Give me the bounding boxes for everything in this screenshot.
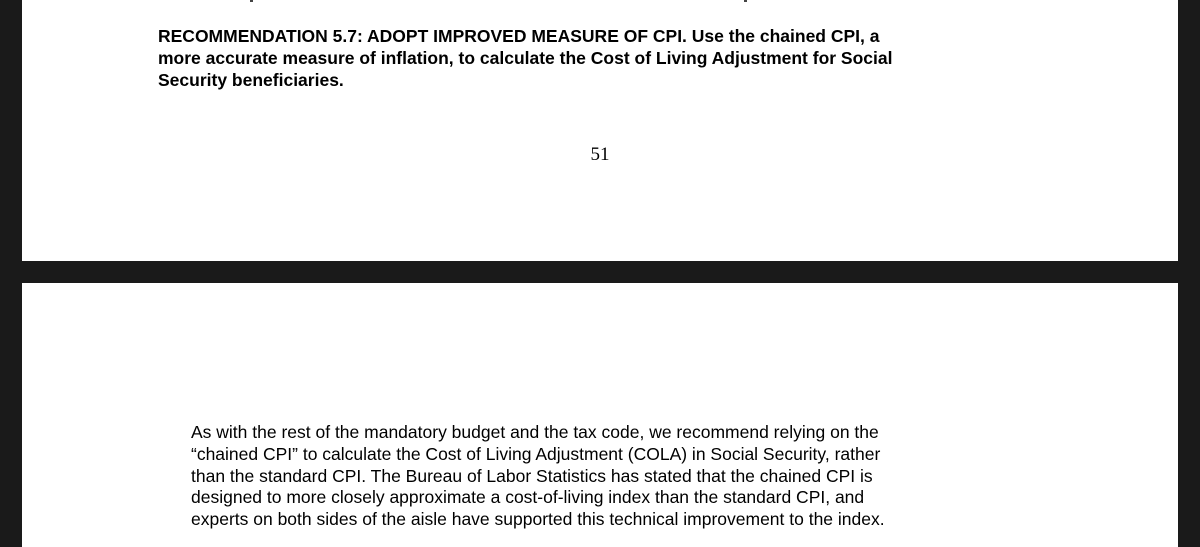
paragraph-line: designed to more closely approximate a cost-of-living index than the standard CPI, and	[191, 487, 865, 508]
page-number: 51	[590, 144, 610, 165]
document-page-51	[22, 0, 1178, 261]
paragraph-line: As with the rest of the mandatory budget and the tax code, we recommend relying on the	[191, 422, 879, 442]
heading-line: RECOMMENDATION 5.7: ADOPT IMPROVED MEASURE OF CPI. Use the chained CPI, a	[158, 26, 880, 46]
recommendation-heading	[158, 25, 1058, 91]
paragraph-line: “chained CPI” to calculate the Cost of Living Adjustment (COLA) in Social Security, rather	[191, 443, 881, 464]
cropped-text-remnant	[22, 0, 1178, 3]
paragraph-line: experts on both sides of the aisle have supported this technical improvement to the index.	[191, 509, 885, 530]
document-page-52	[22, 283, 1178, 547]
body-paragraph	[191, 422, 1051, 531]
heading-line: more accurate measure of inflation, to calculate the Cost of Living Adjustment for Social	[158, 48, 893, 68]
paragraph-line: than the standard CPI. The Bureau of Labor Statistics has stated that the chained CPI is	[191, 465, 873, 486]
heading-line: Security beneficiaries.	[158, 70, 344, 90]
